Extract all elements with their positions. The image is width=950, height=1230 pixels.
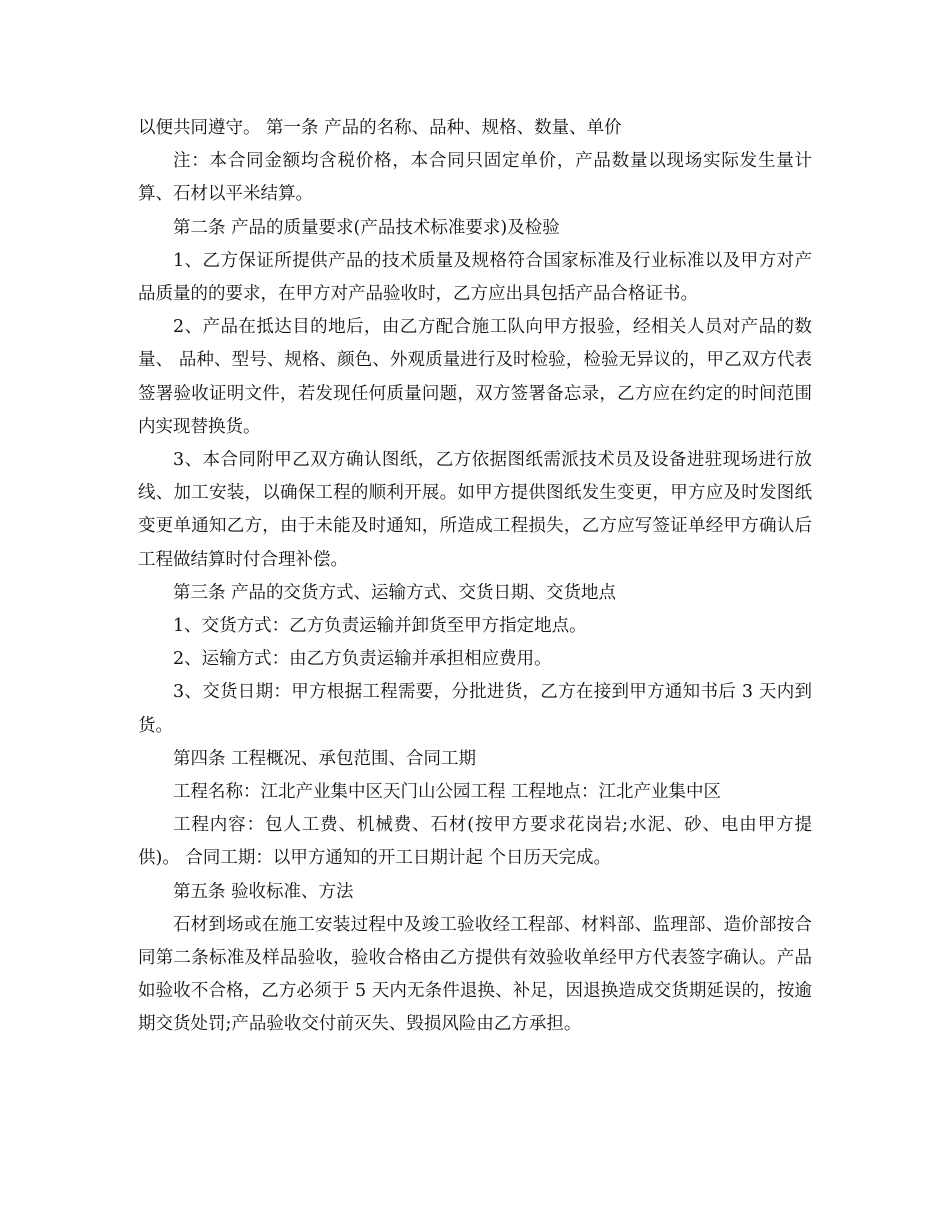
paragraph-quality-1: 1、乙方保证所提供产品的技术质量及规格符合国家标准及行业标准以及甲方对产品质量的的要求，在甲方对产品验收时，乙方应出具包括产品合格证书。 (138, 250, 812, 305)
heading-article-2: 第二条 产品的质量要求(产品技术标准要求)及检验 (173, 217, 560, 238)
paragraph-quality-2: 2、产品在抵达目的地后，由乙方配合施工队向甲方报验，经相关人员对产品的数量、 品种、型号、规格、颜色、外观质量进行及时检验，检验无异议的，甲乙双方代表签署验收证明文件，若发现任何质量问题，双方签署备忘录，乙方应在约定的时间范围内实现替换货。 (138, 317, 812, 437)
heading-article-3: 第三条 产品的交货方式、运输方式、交货日期、交货地点 (173, 582, 617, 603)
heading-article-4: 第四条 工程概况、承包范围、合同工期 (173, 748, 477, 769)
paragraph-delivery-method: 1、交货方式：乙方负责运输并卸货至甲方指定地点。 (173, 616, 587, 637)
heading-article-5: 第五条 验收标准、方法 (173, 881, 354, 902)
paragraph-delivery-date: 3、交货日期：甲方根据工程需要，分批进货，乙方在接到甲方通知书后 3 天内到货。 (138, 682, 812, 736)
paragraph-acceptance: 石材到场或在施工安装过程中及竣工验收经工程部、材料部、监理部、造价部按合同第二条标准及样品验收，验收合格由乙方提供有效验收单经甲方代表签字确认。产品如验收不合格，乙方必须于 5 天内无条件退换、补足，因退换造成交货期延误的，按逾期交货处罚;产品验收交付前灭失、毁损风险由乙方承担。 (138, 914, 812, 1035)
paragraph-project-name: 工程名称：江北产业集中区天门山公园工程 工程地点：江北产业集中区 (173, 782, 722, 803)
paragraph-quality-3: 3、本合同附甲乙双方确认图纸，乙方依据图纸需派技术员及设备进驻现场进行放线、加工安装，以确保工程的顺利开展。如甲方提供图纸发生变更，甲方应及时发图纸变更单通知乙方，由于未能及时通知，所造成工程损失，乙方应写签证单经甲方确认后工程做结算时付合理补偿。 (138, 450, 812, 570)
paragraph-transport-method: 2、运输方式：由乙方负责运输并承担相应费用。 (173, 649, 552, 670)
paragraph-article-1-intro: 以便共同遵守。 第一条 产品的名称、品种、规格、数量、单价 (138, 118, 622, 138)
paragraph-project-content: 工程内容：包人工费、机械费、石材(按甲方要求花岗岩;水泥、砂、电由甲方提供)。 合同工期：以甲方通知的开工日期计起 个日历天完成。 (138, 815, 812, 869)
document-body (138, 112, 812, 1042)
paragraph-price-note: 注：本合同金额均含税价格，本合同只固定单价，产品数量以现场实际发生量计算、石材以平米结算。 (138, 151, 812, 205)
